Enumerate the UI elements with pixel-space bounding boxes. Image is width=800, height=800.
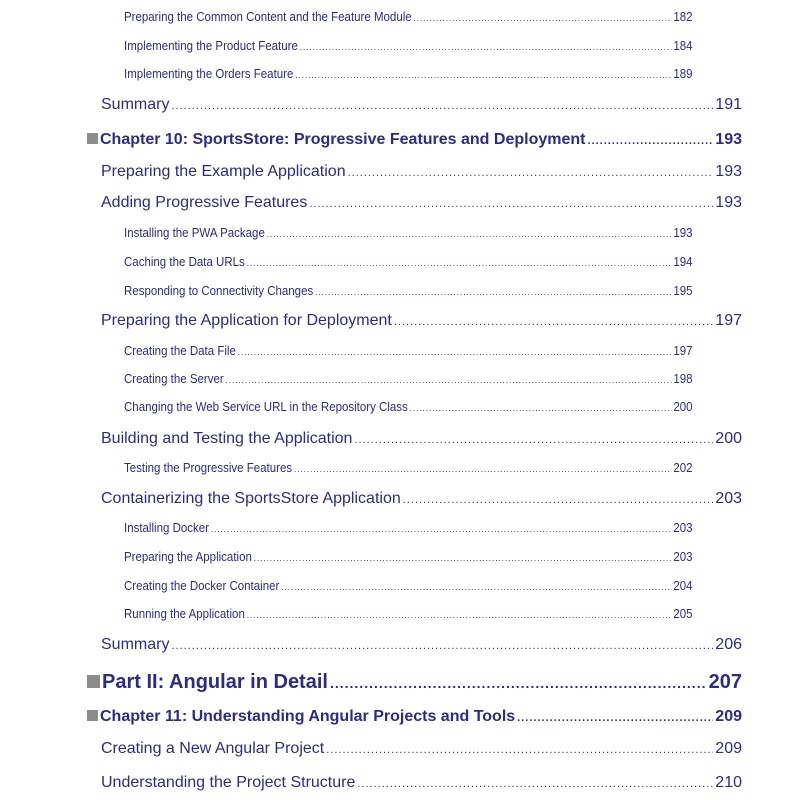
toc-entry-page: 193 bbox=[715, 131, 742, 148]
dot-leader bbox=[171, 640, 713, 652]
toc-entry-title: Understanding the Project Structure bbox=[101, 774, 356, 791]
toc-entry-title: Building and Testing the Application bbox=[101, 430, 353, 447]
toc-entry-title: Installing the PWA Package bbox=[124, 226, 265, 240]
toc-entry-page: 206 bbox=[715, 636, 742, 653]
toc-entry-title: Summary bbox=[101, 636, 170, 653]
dot-leader bbox=[226, 375, 672, 385]
toc-entry-title: Chapter 10: SportsStore: Progressive Features and Deployment bbox=[100, 131, 586, 148]
toc-entry-page: 203 bbox=[715, 490, 742, 507]
toc-entry-title: Testing the Progressive Features bbox=[124, 461, 293, 475]
toc-entry-title: Containerizing the SportsStore Application bbox=[101, 490, 401, 507]
toc-entry-page: 204 bbox=[673, 579, 693, 593]
toc-entry-title: Part II: Angular in Detail bbox=[102, 671, 328, 693]
toc-entry-page: 210 bbox=[715, 774, 742, 791]
toc-entry-page: 197 bbox=[673, 344, 693, 358]
toc-entry-page: 193 bbox=[673, 226, 693, 240]
toc-entry[interactable] bbox=[124, 400, 693, 414]
toc-entry-page: 194 bbox=[673, 255, 693, 269]
toc-entry-page: 207 bbox=[708, 671, 742, 693]
dot-leader bbox=[247, 610, 672, 620]
toc-entry[interactable] bbox=[87, 708, 742, 726]
toc-entry[interactable] bbox=[101, 312, 742, 330]
toc-entry[interactable] bbox=[124, 521, 693, 535]
square-bullet-icon bbox=[87, 133, 98, 144]
toc-entry-page: 200 bbox=[715, 430, 742, 447]
toc-entry-title: Changing the Web Service URL in the Repository Class bbox=[124, 400, 408, 414]
dot-leader bbox=[294, 464, 672, 474]
toc-entry-page: 197 bbox=[715, 312, 742, 329]
dot-leader bbox=[354, 434, 713, 446]
toc-entry-page: 203 bbox=[673, 521, 693, 535]
dot-leader bbox=[171, 100, 713, 112]
toc-entry-title: Installing Docker bbox=[124, 521, 210, 535]
toc-entry-title: Creating a New Angular Project bbox=[101, 740, 325, 757]
toc-entry[interactable] bbox=[101, 96, 742, 114]
toc-entry-title: Preparing the Common Content and the Feature Module bbox=[124, 10, 412, 24]
toc-entry-page: 195 bbox=[673, 284, 693, 298]
dot-leader bbox=[403, 494, 714, 506]
toc-entry-title: Preparing the Example Application bbox=[101, 163, 346, 180]
toc-entry-page: 191 bbox=[715, 96, 742, 113]
toc-entry-title: Responding to Connectivity Changes bbox=[124, 284, 314, 298]
square-bullet-icon bbox=[87, 710, 98, 721]
toc-entry-title: Creating the Server bbox=[124, 372, 224, 386]
toc-entry[interactable] bbox=[101, 740, 742, 758]
dot-leader bbox=[238, 347, 672, 357]
toc-entry-title: Adding Progressive Features bbox=[101, 194, 308, 211]
toc-entry[interactable] bbox=[124, 461, 693, 475]
toc-entry[interactable] bbox=[101, 430, 742, 448]
toc-entry[interactable] bbox=[124, 226, 693, 240]
dot-leader bbox=[348, 167, 714, 179]
toc-entry-page: 198 bbox=[673, 372, 693, 386]
toc-entry-title: Creating the Data File bbox=[124, 344, 236, 358]
toc-entry-title: Summary bbox=[101, 96, 170, 113]
toc-entry-page: 205 bbox=[673, 607, 693, 621]
toc-entry-page: 182 bbox=[673, 10, 693, 24]
toc-entry-title: Implementing the Orders Feature bbox=[124, 67, 294, 81]
square-bullet-icon bbox=[87, 675, 100, 688]
toc-entry-page: 203 bbox=[673, 550, 693, 564]
toc-entry-title: Creating the Docker Container bbox=[124, 579, 280, 593]
toc-entry-page: 200 bbox=[673, 400, 693, 414]
dot-leader bbox=[410, 403, 672, 413]
dot-leader bbox=[326, 744, 713, 756]
toc-entry[interactable] bbox=[124, 67, 693, 81]
toc-entry[interactable] bbox=[87, 131, 742, 149]
toc-entry[interactable] bbox=[124, 579, 693, 593]
dot-leader bbox=[517, 712, 713, 724]
toc-entry[interactable] bbox=[101, 490, 742, 508]
toc-entry[interactable] bbox=[124, 39, 693, 53]
dot-leader bbox=[254, 553, 672, 563]
toc-entry-page: 193 bbox=[715, 194, 742, 211]
toc-entry-page: 189 bbox=[673, 67, 693, 81]
dot-leader bbox=[309, 198, 713, 210]
toc-entry[interactable] bbox=[124, 10, 693, 24]
toc-entry[interactable] bbox=[101, 163, 742, 181]
dot-leader bbox=[357, 778, 713, 790]
toc-entry[interactable] bbox=[101, 636, 742, 654]
dot-leader bbox=[281, 582, 671, 592]
toc-entry-page: 184 bbox=[673, 39, 693, 53]
dot-leader bbox=[315, 287, 671, 297]
toc-entry-page: 202 bbox=[673, 461, 693, 475]
dot-leader bbox=[330, 675, 707, 691]
dot-leader bbox=[414, 13, 672, 23]
toc-entry-title: Implementing the Product Feature bbox=[124, 39, 298, 53]
dot-leader bbox=[394, 316, 713, 328]
toc-entry[interactable] bbox=[101, 774, 742, 792]
toc-entry-title: Preparing the Application for Deployment bbox=[101, 312, 392, 329]
toc-entry[interactable] bbox=[124, 372, 693, 386]
toc-entry[interactable] bbox=[124, 344, 693, 358]
toc-entry-title: Caching the Data URLs bbox=[124, 255, 245, 269]
toc-entry-title: Running the Application bbox=[124, 607, 245, 621]
toc-entry-title: Chapter 11: Understanding Angular Projects and Tools bbox=[100, 708, 516, 725]
toc-entry[interactable] bbox=[101, 194, 742, 212]
dot-leader bbox=[247, 258, 672, 268]
toc-entry[interactable] bbox=[124, 255, 693, 269]
dot-leader bbox=[211, 524, 672, 534]
dot-leader bbox=[300, 42, 672, 52]
toc-entry-title: Preparing the Application bbox=[124, 550, 252, 564]
toc-entry-page: 209 bbox=[715, 740, 742, 757]
toc-entry[interactable] bbox=[124, 607, 693, 621]
dot-leader bbox=[295, 70, 671, 80]
dot-leader bbox=[267, 229, 672, 239]
toc-entry-page: 209 bbox=[715, 708, 742, 725]
toc-entry[interactable] bbox=[87, 671, 742, 694]
toc-entry[interactable] bbox=[124, 284, 693, 298]
toc-entry-page: 193 bbox=[715, 163, 742, 180]
dot-leader bbox=[587, 135, 713, 147]
toc-entry[interactable] bbox=[124, 550, 693, 564]
